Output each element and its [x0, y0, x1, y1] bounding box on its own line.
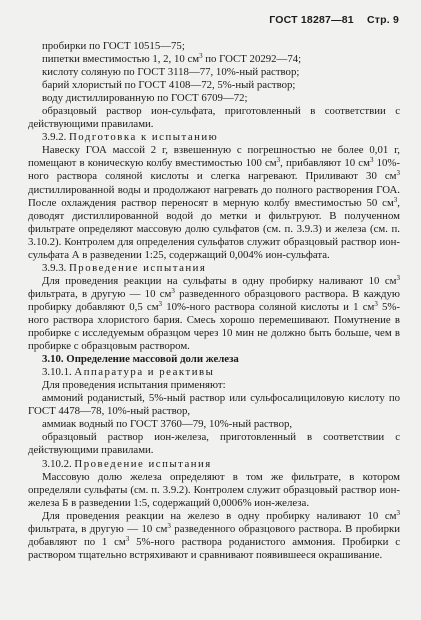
paragraph: Для проведения реакции на сульфаты в одну пробирку наливают 10 $см^3$ фильтрата, в другую — 10 $см^3$ разведенного образцового раствора. В каждую пробирку добавляют 0,5 $см^3$ 10%-ного раствора соляной кислоты и 1 $см^3$ 5%-ного раствора хлористого бария. Смесь хорошо перемешивают. Помутнение в пробирке с исследуемым образцом через 10 мин не должно быть больше, чем в пробирке с образцовым раствором.	[28, 273, 400, 353]
reagent-line: аммиак водный по ГОСТ 3760—79, 10%-ный раствор,	[42, 418, 293, 431]
reagent-line: пипетки вместимостью 1, 2, 10 $см^3$ по ГОСТ 20292—74;	[42, 52, 302, 66]
page-number: Стр. 9	[366, 14, 399, 26]
page-header	[269, 14, 399, 26]
section-heading: 3.9.3. Проведение испытания	[42, 261, 207, 274]
section-heading: 3.10.1. Аппаратура и реактивы	[42, 366, 215, 379]
standard-number: ГОСТ 18287—81	[269, 14, 354, 26]
reagent-line: воду дистиллированную по ГОСТ 6709—72;	[42, 92, 248, 105]
document-body	[28, 40, 400, 562]
reagent-line: образцовый раствор ион-железа, приготовленный в соответствии с действующими правилами.	[28, 431, 400, 457]
paragraph: Массовую долю железа определяют в том же фильтрате, в котором определяли сульфаты (см. п. 3.9.2). Контролем служит образцовый раствор ион-железа Б в разведении 1:5, содержащий 0,0006% ион-железа.	[28, 470, 400, 509]
reagent-line: пробирки по ГОСТ 10515—75;	[42, 40, 185, 52]
paragraph: Для проведения реакции на железо в одну пробирку наливают 10 $см^3$ фильтрата, в другую — 10 $см^3$ разведенного образцового раствора. В пробирки добавляют по 1 $см^3$ 5%-ного раствора роданистого аммония. Пробирки с раствором тщательно встряхивают и сравнивают появившееся окрашивание.	[28, 508, 400, 561]
reagent-line: барий хлористый по ГОСТ 4108—72, 5%-ный раствор;	[42, 79, 296, 92]
section-heading: 3.9.2. Подготовка к испытанию	[42, 131, 219, 144]
section-heading: 3.10. Определение массовой доли железа	[42, 353, 239, 366]
section-heading: 3.10.2. Проведение испытания	[42, 457, 212, 470]
reagent-line: образцовый раствор ион-сульфата, приготовленный в соответствии с действующими правилами.	[28, 105, 400, 131]
reagent-line: кислоту соляную по ГОСТ 3118—77, 10%-ный раствор;	[42, 66, 300, 79]
paragraph: Для проведения испытания применяют:	[42, 379, 226, 392]
reagent-line: аммоний роданистый, 5%-ный раствор или сульфосалициловую кислоту по ГОСТ 4478—78, 10%-ный раствор,	[28, 392, 400, 418]
paragraph: Навеску ГОА массой 2 г, взвешенную с погрешностью не более 0,01 г, помещают в коническую колбу вместимостью 100 $см^3$, прибавляют 10 $см^3$ 10%-ного раствора соляной кислоты и слегка нагревают. Приливают 30 $см^3$ дистиллированной воды и продолжают нагревать до полного растворения ГОА. После охлаждения раствор переносят в мерную колбу вместимостью 50 $см^3$, доводят дистиллированной водой до метки и фильтруют. В полученном фильтрате определяют массовую долю сульфатов (см. п. 3.9.3) и железа (см. п. 3.10.2). Контролем для определения сульфатов служит образцовый раствор ион-сульфата А в разведении 1:25, содержащий 0,004% ион-сульфата.	[28, 144, 400, 261]
